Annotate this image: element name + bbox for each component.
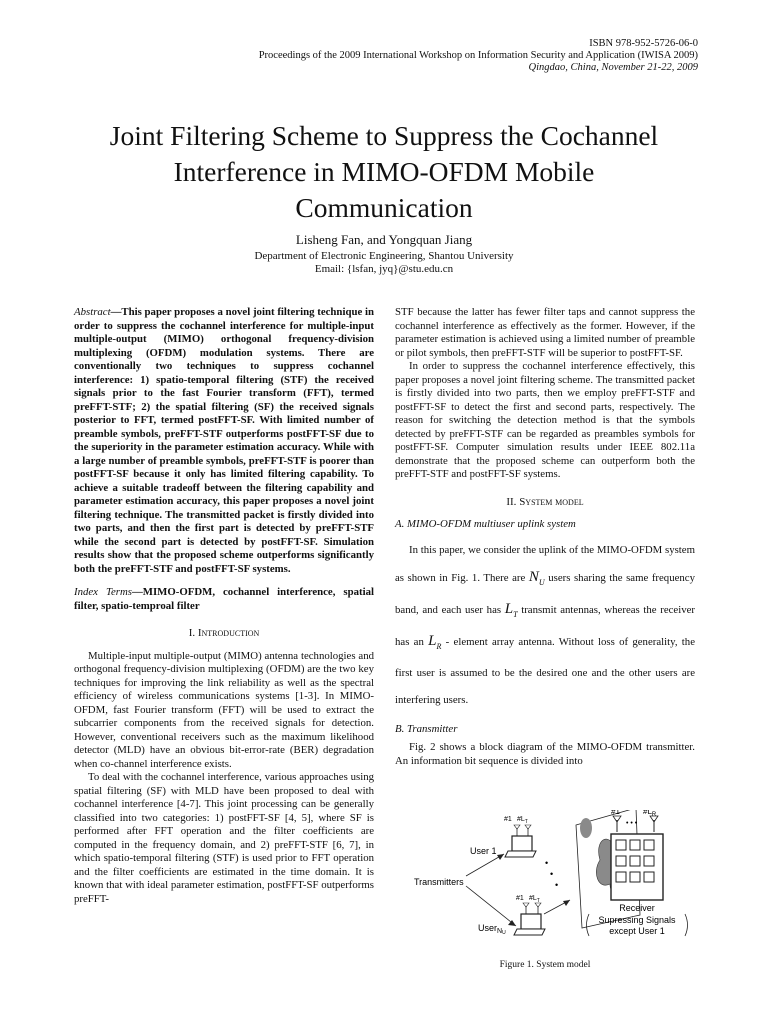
suppressing-label-1: Supressing Signals [598,915,676,925]
title-line-3: Communication [295,192,473,223]
authors: Lisheng Fan, and Yongquan Jiang [295,232,473,247]
label-sub: T [524,819,528,825]
section-number: I. [188,627,198,639]
index-terms-dash: — [131,586,143,598]
math-sub: T [513,609,518,619]
usernu-antenna-lt-label [529,895,540,904]
intro-paragraph-3: In order to suppress the cochannel interference effectively, this paper proposes a novel joint filtering scheme. The transmitted packet is firstly divided into two parts, then we employ preFFT-STF and postFFT-SF to detect the first and second parts, respectively. The reason for switching the detection method is that the symbols detected by preFFT-STF can be regarded as preambles symbols for postFFT-SF. Computer simulation results under IEEE 802.11a demonstrate that the proposed scheme can outperform both the preFFT-STF and postFFT-SF systems. [395,360,695,480]
place-date-line: Qingdao, China, November 21-22, 2009 [528,62,698,73]
transmitters-arrow-2 [466,886,516,926]
users-dots-1: • [545,858,549,868]
math-base: N [528,568,539,585]
usernu-antenna-1-label: #1 [516,895,524,902]
index-terms-label: Index Terms [74,586,132,598]
abstract [74,306,374,576]
intro-paragraph-1: Multiple-input multiple-output (MIMO) antenna technologies and orthogonal frequency-division multiplexing (OFDM) are the two key techniques for improving the link reliability as well as the spectral efficiency of wireless communications systems [1-3]. In MIMO-OFDM, fast Fourier transform (FFT) will be used to extract the subcarrier components from the received signals for detection. However, conventional receivers such as the maximum likelihood detector (MLD) have an obvious bit-error-rate (BER) degradation when co-channel interference exists. [74,649,374,770]
label-base: #L [517,816,525,823]
index-terms-text: MIMO-OFDM, cochannel interference, spatial filter, spatio-temproal filter [74,586,374,612]
rx-antenna-1-label: #1 [611,810,620,816]
left-column [74,306,374,906]
text-run: users sharing the same frequency band, and each user has [395,571,695,616]
paper-title [40,118,728,226]
email: Email: {lsfan, jyq}@stu.edu.cn [314,263,454,275]
label-base: User [478,923,498,933]
math-sub: R [436,641,442,651]
abstract-text: This paper proposes a novel joint filtering technique in order to suppress the cochannel interference for multiple-input multiple-output (MIMO) orthogonal frequency-division multiplexing (OFDM) modulation systems. There are conventionally two techniques to suppress cochannel interference: 1) spatio-temporal filtering (STF) the received signals prior to the fast Fourier transform (FFT), termed preFFT-STF; 2) the spatial filtering (SF) the received signals posterior to FFT, termed postFFT-SF. With limited number of preamble symbols, preFFT-STF outperforms postFFT-SF due to the superiority in the parameter estimation accuracy. While with a large number of preamble symbols, preFFT-STF is poorer than postFFT-SF because it only has limited filtering capability. To achieve a suitable tradeoff between the filtering capability and parameter estimation accuracy, this paper proposes a novel joint filtering technique. The transmitted packet is firstly divided into two parts, and then the first part is detected by preFFT-STF while the second part is detected by postFFT-SF. Simulation results show that the proposed scheme outperforms significantly both the preFFT-STF and postFFT-SF systems. [74,306,374,575]
suppressing-label-2: except User 1 [609,926,665,936]
proceedings-line: Proceedings of the 2009 International Workshop on Information Security and Application (IWISA 2009) [258,50,698,61]
intro-paragraph-2: To deal with the cochannel interference, various approaches using spatial filtering (SF) with MLD have been proposed to deal with cochannel interference [4-7]. This joint processing can be generally classified into two categories: 1) postFFT-SF [4, 5], where SF is performed after FFT operation and the filter coefficients are computed in the frequency domain, and 2) preFFT-STF [6, 7], in which spatio-temporal filtering (STF) is used prior to FFT operation and the filter coefficients are estimated in the time domain. It is known that with ideal parameter estimation, postFFT-SF outperforms preFFT- [74,771,374,905]
bracket-right [685,914,688,936]
system-model-figure [404,810,696,960]
user-nu-laptop [514,900,570,935]
system-paragraph-a [395,537,695,714]
section-number: II. [506,495,520,508]
math-lt [505,601,518,617]
subsection-heading-a: A. MIMO-OFDM multiuser uplink system [395,518,576,530]
section-title: Introduction [197,627,260,639]
affiliation: Department of Electronic Engineering, Shantou University [254,250,514,262]
isbn-line: ISBN 978-952-5726-06-0 [589,38,698,49]
section-heading-system-model [395,496,695,510]
transmitter-paragraph: Fig. 2 shows a block diagram of the MIMO-OFDM transmitter. An information bit sequence is divided into [395,741,695,767]
user-1-label: User 1 [470,846,497,856]
math-base: L [504,600,514,617]
rx-antenna-lr-label [643,810,657,818]
label-sub: N [497,928,503,935]
receiver-label: Receiver [619,903,655,913]
receiver-building [611,834,663,900]
math-lr [428,633,441,649]
text-run: - element array antenna. Without loss of generality, the first user is assumed to be the desired one and the other users are interfering users. [395,635,695,706]
index-terms [74,586,374,613]
title-line-2: Interference in MIMO-OFDM Mobile [173,156,595,187]
rx-antenna-dots: • • • [626,820,638,827]
abstract-label: Abstract [74,306,111,318]
math-base: L [428,632,437,649]
user1-antenna-1-label: #1 [504,816,512,823]
transmitters-label: Transmitters [414,877,464,887]
section-title: System model [519,495,584,508]
beam-lobe [580,818,592,838]
subsection-heading-b: B. Transmitter [395,722,458,735]
user1-antenna-lt-label [517,816,528,825]
right-column [395,306,695,768]
label-sub: R [651,812,657,818]
bracket-left [587,914,590,936]
text-run: transmit antennas, whereas the receiver has an [395,603,695,648]
math-sub: U [538,577,545,587]
users-dots-2: • [550,869,554,879]
text-run: In this paper, we consider the uplink of the MIMO-OFDM system as shown in Fig. 1. There are [395,543,695,584]
label-sub: T [536,898,540,904]
label-base: #L [529,895,537,902]
label-subsub: U [502,930,506,936]
transmitters-arrow-1 [466,854,504,876]
user-nu-label [478,923,506,936]
section-heading-introduction [74,627,374,641]
intro-paragraph-2-continued: STF because the latter has fewer filter taps and cannot suppress the cochannel interference as effectively as the former. However, if the parameter estimation is achieved using a limited number of preamble or pilot symbols, then preFFT-STF will be superior to postFFT-SF. [395,306,695,359]
math-nu [529,569,545,585]
figure-1-caption: Figure 1. System model [499,960,591,970]
label-base: #L [643,810,652,816]
abstract-dash: — [110,306,122,318]
user-1-laptop [505,825,536,857]
title-line-1: Joint Filtering Scheme to Suppress the Cochannel [109,120,659,151]
users-dots-3: • [555,880,559,890]
